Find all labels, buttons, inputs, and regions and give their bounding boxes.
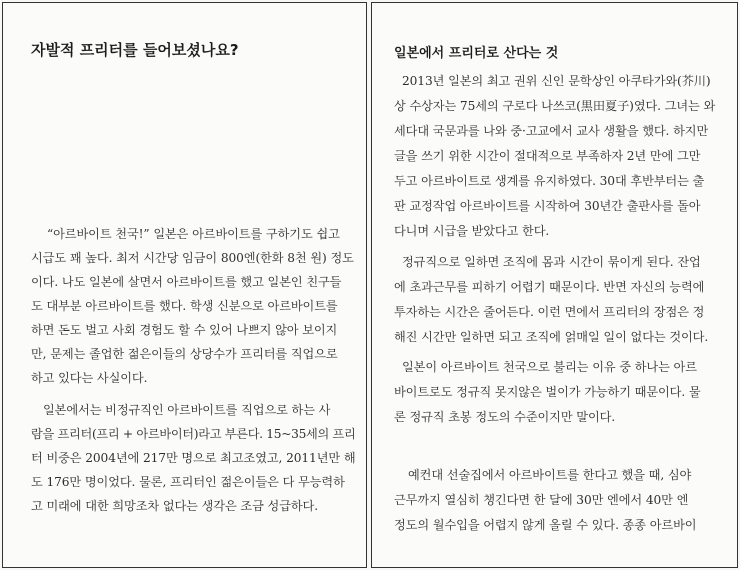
- right-text-line: 정규직으로 일하면 조직에 몸과 시간이 묶이게 된다. 잔업: [402, 255, 701, 269]
- right-text-line: 세다대 국문과를 나와 중·고교에서 교사 생활을 했다. 하지만: [394, 124, 709, 138]
- left-text-line: 시급도 꽤 높다. 최저 시간당 임금이 800엔(한화 8천 원) 정도: [31, 251, 354, 265]
- left-page: [2, 2, 367, 568]
- right-text-line: 상 수상자는 75세의 구로다 나쓰코(黒田夏子)였다. 그녀는 와: [394, 99, 716, 113]
- right-text-line: 다니며 시급을 받았다고 한다.: [394, 224, 550, 238]
- left-text-line: 만, 문제는 졸업한 젊은이들의 상당수가 프리터를 직업으로: [31, 347, 338, 361]
- left-text-line: 도 대부분 아르바이트를 했다. 학생 신분으로 아르바이트를: [31, 299, 338, 313]
- right-text-line: 투자하는 시간은 줄어든다. 이런 면에서 프리터의 장점은 정: [394, 305, 705, 319]
- right-text-line: 론 정규직 초봉 정도의 수준이지만 말이다.: [394, 410, 616, 424]
- left-text-line: “아르바이트 천국!” 일본은 아르바이트를 구하기도 쉽고: [47, 227, 340, 241]
- right-text-line: 일본이 아르바이트 천국으로 불리는 이유 중 하나는 아르: [402, 360, 697, 374]
- right-text-line: 두고 아르바이트로 생계를 유지하였다. 30대 후반부터는 출: [394, 174, 705, 188]
- right-text-line: 글을 쓰기 위한 시간이 절대적으로 부족하자 2년 만에 그만: [394, 149, 701, 163]
- left-text-line: 고 미래에 대한 희망조차 없다는 생각은 조금 성급하다.: [31, 499, 319, 513]
- left-text-line: 하고 있다는 사실이다.: [31, 371, 148, 385]
- left-text-line: 터 비중은 2004년에 217만 명으로 최고조였고, 2011년만 해: [31, 451, 356, 465]
- right-text-line: 판 교정작업 아르바이트를 시작하여 30년간 출판사를 돌아: [394, 199, 701, 213]
- right-page-heading: 일본에서 프리터로 산다는 것: [394, 46, 559, 61]
- right-page: [371, 2, 738, 568]
- right-text-line: 에 초과근무를 피하기 어렵기 때문이다. 반면 자신의 능력에: [394, 280, 705, 294]
- left-text-line: 도 176만 명이었다. 물론, 프리터인 젊은이들은 다 무능력하: [31, 475, 345, 489]
- right-text-line: 정도의 월수입을 어렵지 않게 올릴 수 있다. 종종 아르바이: [394, 518, 697, 532]
- right-text-line: 바이트로도 정규직 못지않은 벌이가 가능하기 때문이다. 물: [394, 385, 701, 399]
- left-text-line: 이다. 나도 일본에 살면서 아르바이트를 했고 일본인 친구들: [31, 275, 342, 289]
- left-text-line: 하면 돈도 벌고 사회 경험도 할 수 있어 나쁘지 않아 보이지: [31, 323, 338, 337]
- right-text-line: 근무까지 열심히 챙긴다면 한 달에 30만 엔에서 40만 엔: [394, 493, 689, 507]
- left-text-line: 일본에서는 비정규직인 아르바이트를 직업으로 하는 사: [43, 403, 331, 417]
- right-text-line: 예컨대 선술집에서 아르바이트를 한다고 했을 때, 심야: [408, 468, 692, 482]
- left-page-heading: 자발적 프리터를 들어보셨나요?: [31, 41, 239, 59]
- right-text-line: 해진 시간만 일하면 되고 조직에 얽매일 일이 없다는 것이다.: [394, 330, 709, 344]
- right-text-line: 2013년 일본의 최고 권위 신인 문학상인 아쿠타가와(芥川): [402, 74, 711, 88]
- left-text-line: 람을 프리터(프리 + 아르바이터)라고 부른다. 15~35세의 프리: [31, 427, 356, 441]
